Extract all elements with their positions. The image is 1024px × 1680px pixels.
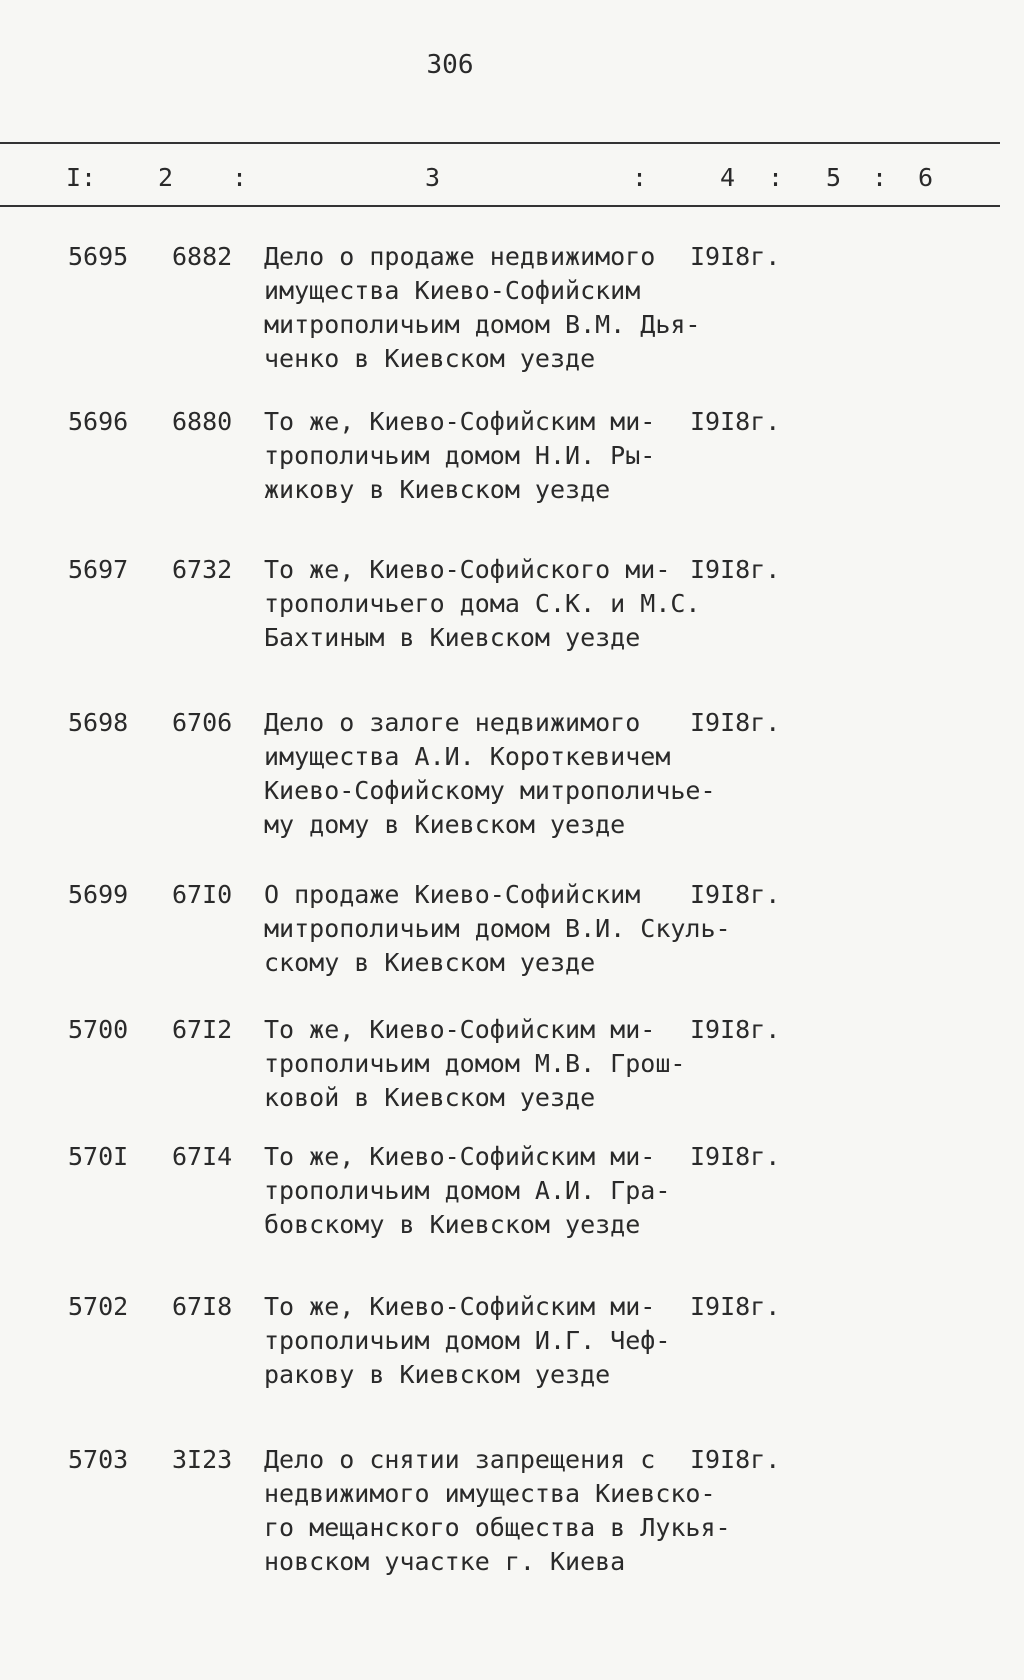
column-separator: : [632, 163, 648, 192]
description-line: ковой в Киевском уезде [264, 1083, 596, 1112]
description-line: То же, Киево-Софийского ми- [264, 555, 671, 584]
column-header-5: 5 [826, 163, 842, 192]
column-header-2: 2 [158, 163, 174, 192]
entry-old-number: 6880 [172, 407, 233, 436]
entry-old-number: 67I2 [172, 1015, 233, 1044]
entry-date: I9I8г. [690, 407, 781, 436]
entry-old-number: 67I8 [172, 1292, 233, 1321]
column-header-6: 6 [918, 163, 934, 192]
description-line: То же, Киево-Софийским ми- [264, 407, 656, 436]
entry-date: I9I8г. [690, 242, 781, 271]
entry-date: I9I8г. [690, 555, 781, 584]
description-line: То же, Киево-Софийским ми- [264, 1142, 656, 1171]
description-line: То же, Киево-Софийским ми- [264, 1292, 656, 1321]
description-line: То же, Киево-Софийским ми- [264, 1015, 656, 1044]
column-separator: : [872, 163, 888, 192]
column-separator: : [768, 163, 784, 192]
description-line: го мещанского общества в Лукья- [264, 1513, 731, 1542]
entry-description [264, 1140, 671, 1242]
entry-old-number: 3I23 [172, 1445, 233, 1474]
entry-description [264, 405, 664, 507]
description-line: ченко в Киевском уезде [264, 344, 596, 373]
description-line: жикову в Киевском уезде [264, 475, 611, 504]
page-number: 306 [426, 50, 474, 80]
entry-description [264, 240, 701, 376]
header-top-rule [0, 142, 1000, 144]
entry-number: 5700 [68, 1015, 129, 1044]
entry-date: I9I8г. [690, 1015, 781, 1044]
description-line: ракову в Киевском уезде [264, 1360, 611, 1389]
entry-date: I9I8г. [690, 1292, 781, 1321]
description-line: имущества А.И. Короткевичем [264, 742, 671, 771]
description-line: трополичьим домом М.В. Грош- [264, 1049, 686, 1078]
entry-description [264, 1290, 671, 1392]
description-line: новском участке г. Киева [264, 1547, 626, 1576]
entry-number: 5696 [68, 407, 129, 436]
description-line: митрополичьим домом В.И. Скуль- [264, 914, 731, 943]
entry-description [264, 1013, 686, 1115]
description-line: Дело о снятии запрещения с [264, 1445, 656, 1474]
column-separator: : [232, 163, 248, 192]
column-header-4: 4 [720, 163, 736, 192]
entry-description [264, 878, 731, 980]
description-line: недвижимого имущества Киевско- [264, 1479, 716, 1508]
entry-old-number: 67I0 [172, 880, 233, 909]
entry-old-number: 6706 [172, 708, 233, 737]
entry-date: I9I8г. [690, 880, 781, 909]
entry-number: 570I [68, 1142, 129, 1171]
description-line: трополичьим домом И.Г. Чеф- [264, 1326, 671, 1355]
description-line: скому в Киевском уезде [264, 948, 596, 977]
entry-number: 5698 [68, 708, 129, 737]
entry-description [264, 1443, 731, 1579]
column-header-1: I: [66, 163, 97, 192]
entry-old-number: 6732 [172, 555, 233, 584]
description-line: О продаже Киево-Софийским [264, 880, 641, 909]
description-line: Дело о продаже недвижимого [264, 242, 656, 271]
entry-description [264, 553, 701, 655]
description-line: трополичьим домом Н.И. Ры- [264, 441, 656, 470]
description-line: му дому в Киевском уезде [264, 810, 626, 839]
entry-number: 5703 [68, 1445, 129, 1474]
description-line: Дело о залоге недвижимого [264, 708, 641, 737]
entry-old-number: 6882 [172, 242, 233, 271]
entry-description [264, 706, 716, 842]
entry-old-number: 67I4 [172, 1142, 233, 1171]
description-line: трополичьего дома С.К. и М.С. [264, 589, 701, 618]
entry-date: I9I8г. [690, 1142, 781, 1171]
description-line: бовскому в Киевском уезде [264, 1210, 641, 1239]
entry-date: I9I8г. [690, 708, 781, 737]
description-line: трополичьим домом А.И. Гра- [264, 1176, 671, 1205]
entry-date: I9I8г. [690, 1445, 781, 1474]
entry-number: 5699 [68, 880, 129, 909]
description-line: митрополичьим домом В.М. Дья- [264, 310, 701, 339]
description-line: Киево-Софийскому митрополичье- [264, 776, 716, 805]
entry-number: 5702 [68, 1292, 129, 1321]
entry-number: 5695 [68, 242, 129, 271]
column-header-3: 3 [425, 163, 441, 192]
header-bottom-rule [0, 205, 1000, 207]
entry-number: 5697 [68, 555, 129, 584]
description-line: имущества Киево-Софийским [264, 276, 641, 305]
description-line: Бахтиным в Киевском уезде [264, 623, 641, 652]
